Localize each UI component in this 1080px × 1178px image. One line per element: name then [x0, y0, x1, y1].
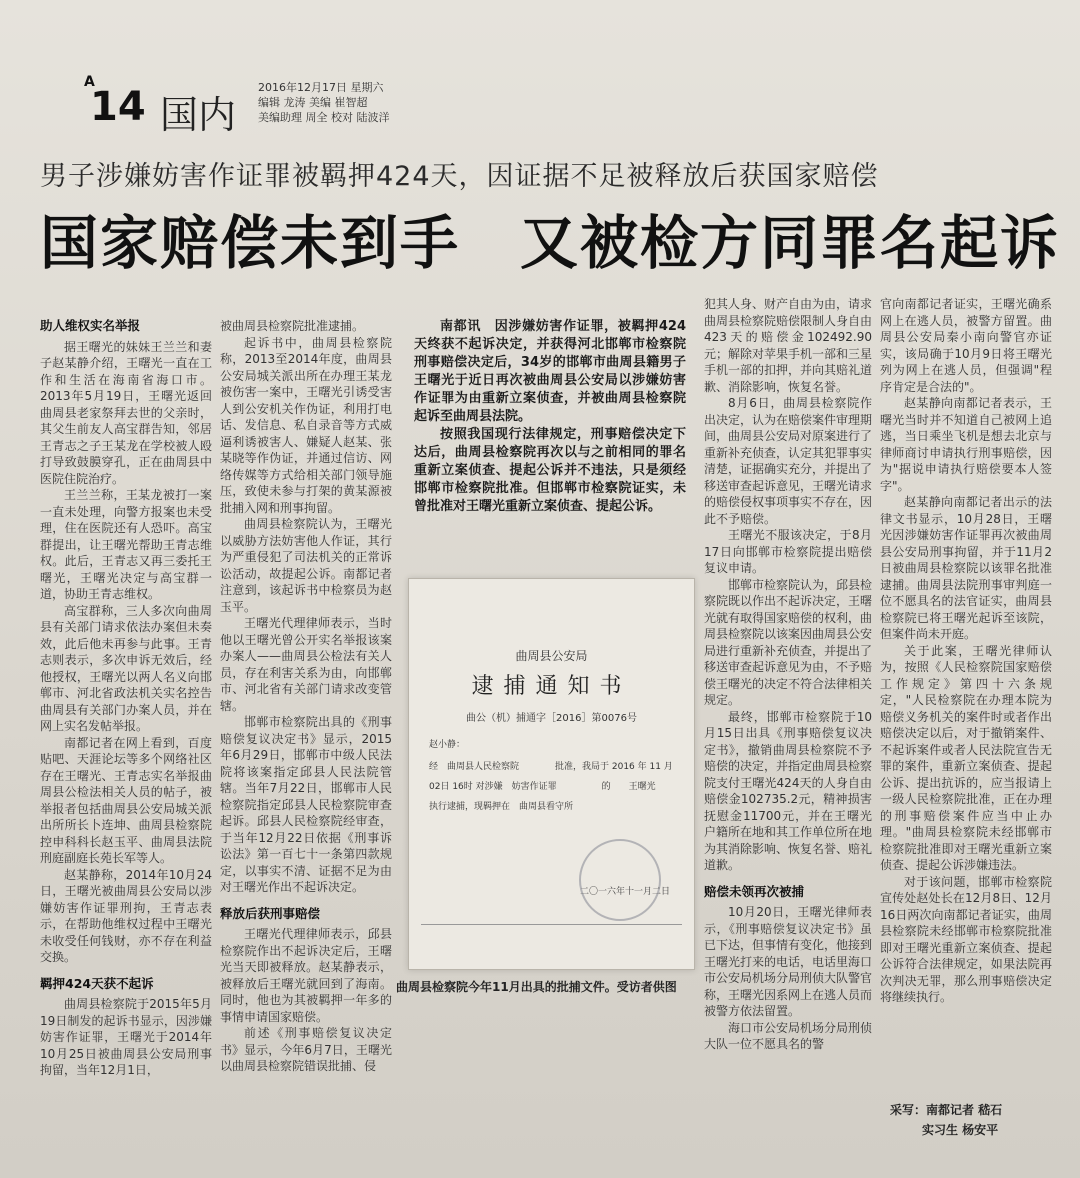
edition-tag: A: [84, 74, 95, 90]
article-column-1: [40, 318, 212, 1158]
paragraph: 邯郸市检察院认为，邱县检察院既以作出不起诉决定，王曙光就有取得国家赔偿的权利，曲周县检察院以该案因曲周县公安局进行重新补充侦查，并提出了移送审查起诉意见为由，不予赔偿王曙光的决定不符合法律相关规定。: [704, 577, 872, 707]
paragraph: 官向南都记者证实，王曙光确系网上在逃人员，被警方留置。曲周县公安局秦小南向警官亦证实，该局确于10月9日将王曙光列为网上在逃人员，但强调"程序肯定是合法的"。: [880, 297, 1052, 394]
photo-caption: 曲周县检察院今年11月出具的批捕文件。受访者供图: [396, 980, 677, 994]
section-heading: 助人维权实名举报: [40, 318, 141, 333]
page-number: 14: [90, 84, 146, 130]
paragraph: 王曙光代理律师表示，当时他以王曙光曾公开实名举报该案办案人——曲周县公检法有关人员，存在利害关系为由，向邯郸市、河北省有关部门请求改变管辖。: [220, 616, 392, 713]
paragraph: 关于此案，王曙光律师认为，按照《人民检察院国家赔偿工作规定》第四十六条规定，"人民检察院在办理本院为赔偿义务机关的案件时或者作出赔偿决定以后，对于撤销案件、不起诉案件或者人民法院宣告无罪的案件，重新立案侦查、提起公诉、提出抗诉的，应当报请上一级人民检察院批准，正在办理的刑事赔偿案件应当中止办理。"曲周县检察院未经邯郸市检察院批准即对王曙光重新立案侦查、提起公诉涉嫌违法。: [880, 643, 1052, 872]
doc-issuer: 曲周县公安局: [515, 649, 588, 663]
assistant-credits: 美编助理 周全 校对 陆波洋: [258, 111, 390, 124]
paragraph: 王兰兰称，王某龙被打一案一直未处理，向警方报案也未受理，住在医院还有人恐吓。高宝群提出，让王曙光帮助王青志维权。此后，王青志又再三委托王曙光，王曙光决定与高宝群一道，协助王青志维权。: [40, 488, 212, 601]
doc-date: 二〇一六年十一月二日: [579, 887, 670, 897]
paragraph: 王曙光不服该决定，于8月17日向邯郸市检察院提出赔偿复议申请。: [704, 528, 872, 575]
article-column-5: [880, 296, 1052, 1096]
section-title: 国内: [160, 93, 237, 137]
editor-credits: 编辑 龙涛 美编 崔智超: [258, 96, 368, 109]
issue-date: 2016年12月17日 星期六: [258, 81, 384, 94]
paragraph: 前述《刑事赔偿复议决定书》显示，今年6月7日，王曙光以曲周县检察院错误批捕、侵: [220, 1026, 392, 1073]
paragraph: 10月20日，王曙光律师表示，《刑事赔偿复议决定书》虽已下达，但事情有变化，他接到王曙光打来的电话，电话里海口市公安局机场分局刑侦大队警官称，王曙光因系网上在逃人员而被警方依法留置。: [704, 905, 872, 1018]
official-seal: [579, 839, 661, 921]
doc-number: 曲公（机）捕通字［2016］第0076号: [466, 713, 637, 724]
doc-footer: [421, 924, 682, 961]
article-column-2: [220, 318, 392, 1158]
article-lead: [414, 318, 686, 516]
paragraph: 犯其人身、财产自由为由，请求曲周县检察院赔偿限制人身自由423天的赔偿金102492.90元；解除对苹果手机一部和三星手机一部的扣押，并向其赔礼道歉、消除影响，恢复名誉。: [704, 297, 872, 394]
doc-title: 逮捕通知书: [471, 674, 632, 699]
paragraph: 赵某静向南都记者出示的法律文书显示，10月28日，王曙光因涉嫌妨害作证罪再次被曲周县公安局刑事拘留，并于11月2日被曲周县检察院以该罪名批准逮捕。曲周县法院刑事审判庭一位不愿具名的法官证实，曲周县检察院已将王曙光起诉至该院，但案件尚未开庭。: [880, 495, 1052, 641]
article-subheadline: 男子涉嫌妨害作证罪被羁押424天，因证据不足被释放后获国家赔偿: [40, 161, 879, 192]
section-heading: 释放后获刑事赔偿: [220, 905, 321, 921]
masthead: [84, 74, 1064, 137]
paragraph: 据王曙光的妹妹王兰兰和妻子赵某静介绍，王曙光一直在工作和生活在海南省海口市。2013年5月19日，王曙光返回曲周县老家祭拜去世的父亲时，其父生前友人高宝群告知，邻居王青志之子王某龙在学校被人殴打导致鼓膜穿孔，正在曲周县中医院住院治疗。: [40, 339, 212, 486]
paragraph: 曲周县检察院认为，王曙光以威胁方法妨害他人作证，其行为严重侵犯了司法机关的正常诉讼活动，故提起公诉。南都记者注意到，该起诉书中检察员为赵玉平。: [220, 517, 392, 614]
doc-addressee: 赵小静：: [429, 740, 466, 750]
paragraph: 曲周县检察院于2015年5月19日制发的起诉书显示，因涉嫌妨害作证罪，王曙光于2014年10月25日被曲周县公安局刑事拘留，当年12月1日，: [40, 997, 212, 1077]
doc-line: 执行逮捕，现羁押在 曲周县看守所: [429, 802, 574, 812]
paragraph: 王曙光代理律师表示，邱县检察院作出不起诉决定后，王曙光当天即被释放。赵某静表示，被释放后王曙光就回到了海南。同时，他也为其被羁押一年多的事情申请国家赔偿。: [220, 927, 392, 1024]
arrest-notice-photo: [408, 578, 695, 970]
lead-paragraph: 南都讯 因涉嫌妨害作证罪，被羁押424天终获不起诉决定，并获得河北邯郸市检察院刑事赔偿决定后，34岁的邯郸市曲周县籍男子王曙光于近日再次被曲周县公安局以涉嫌妨害作证罪为由重新立案侦查，并被曲周县检察院起诉至曲周县法院。: [414, 319, 686, 424]
paragraph: 南都记者在网上看到，百度贴吧、天涯论坛等多个网络社区存在王曙光、王青志实名举报曲周县公检法相关人员的帖子，被举报者包括曲周县公安局城关派出所所长卜连坤、曲周县检察院控申科科长赵玉平、曲周县法院刑庭副庭长苑长军等人。: [40, 735, 212, 865]
byline-intern: 实习生 杨安平: [922, 1123, 999, 1137]
article-headline: 国家赔偿未到手 又被检方同罪名起诉: [40, 209, 1061, 277]
paragraph: 高宝群称，三人多次向曲周县有关部门请求依法办案但未奏效，此后他未再参与此事。王青志则表示，多次申诉无效后，经他授权，王曙光以两人名义向邯郸市、河北省政法机关实名控告曲周县有关部门办案人员，并在网上实名发帖举报。: [40, 603, 212, 733]
lead-paragraph: 按照我国现行法律规定，刑事赔偿决定下达后，曲周县检察院再次以与之前相同的罪名重新立案侦查、提起公诉并不违法，只是须经邯郸市检察院批准。但邯郸市检察院证实，未曾批准对王曙光重新立案侦查、提起公诉。: [414, 427, 686, 514]
paragraph: 赵某静向南都记者表示，王曙光当时并不知道自己被网上追逃，当日乘坐飞机是想去北京与律师商讨申请执行刑事赔偿，因为"据说申请执行赔偿要本人签字"。: [880, 396, 1052, 493]
paragraph: 8月6日，曲周县检察院作出决定，认为在赔偿案件审理期间，曲周县公安局对原案进行了重新补充侦查，认定其犯罪事实清楚，证据确实充分，并提出了移送审查起诉意见，王曙光请求的赔偿侵权事项事实不存在，因此不予赔偿。: [704, 396, 872, 526]
byline-reporter: 采写：南都记者 嵇石: [890, 1103, 1003, 1117]
section-heading: 羁押424天获不起诉: [40, 975, 154, 991]
paragraph: 最终，邯郸市检察院于10月15日出具《刑事赔偿复议决定书》，撤销曲周县检察院不予赔偿的决定，并指定曲周县检察院支付王曙光424天的人身自由赔偿金102735.2元，精神损害抚慰金11700元，并在王曙光户籍所在地和其工作单位所在地为其消除影响、恢复名誉、赔礼道歉。: [704, 709, 872, 872]
paragraph: 对于该问题，邯郸市检察院宣传处赵处长在12月8日、12月16日两次向南都记者证实，曲周县检察院未经邯郸市检察院批准即对王曙光重新立案侦查、提起公诉符合法律规定，如果法院再次判决无罪，那么刑事赔偿决定将继续执行。: [880, 874, 1052, 1004]
paragraph: 被曲周县检察院批准逮捕。: [220, 319, 365, 333]
section-heading: 赔偿未领再次被捕: [704, 883, 805, 899]
byline: [890, 1100, 1002, 1140]
paragraph: 起诉书中，曲周县检察院称，2013至2014年度，曲周县公安局城关派出所在办理王某龙被伤害一案中，王曙光引诱受害人到公安机关作伪证，利用打电话、发信息、私自录音等方式威逼利诱被害人、嫌疑人赵某、张某晓等作伪证，并通过信访、网络传媒等方式给相关部门领导施压，致使未参与打架的黄某源被批捕入网和刑事拘留。: [220, 335, 392, 515]
paragraph: 邯郸市检察院出具的《刑事赔偿复议决定书》显示，2015年6月29日，邯郸市中级人民法院将该案指定邱县人民法院管辖。当年7月22日，邯郸市人民检察院指定邱县人民检察院审查起诉。邱县人民检察院经审查，于当年12月22日依据《刑事诉讼法》第一百七十一条第四款规定，以事实不清、证据不足为由对王曙光作出不起诉决定。: [220, 715, 392, 894]
paragraph: 赵某静称，2014年10月24日，王曙光被曲周县公安局以涉嫌妨害作证罪刑拘，王青志表示，在帮助他维权过程中王曙光未收受任何钱财，亦不存在利益交换。: [40, 867, 212, 964]
doc-line: 02日 16时 对涉嫌 妨害作证罪 的 王曙光: [429, 782, 656, 792]
doc-line: 经 曲周县人民检察院 批准，我局于 2016 年 11 月: [429, 762, 673, 772]
article-column-4: [704, 296, 872, 1156]
paragraph: 海口市公安局机场分局刑侦大队一位不愿具名的警: [704, 1020, 872, 1051]
masthead-meta: [258, 80, 390, 125]
